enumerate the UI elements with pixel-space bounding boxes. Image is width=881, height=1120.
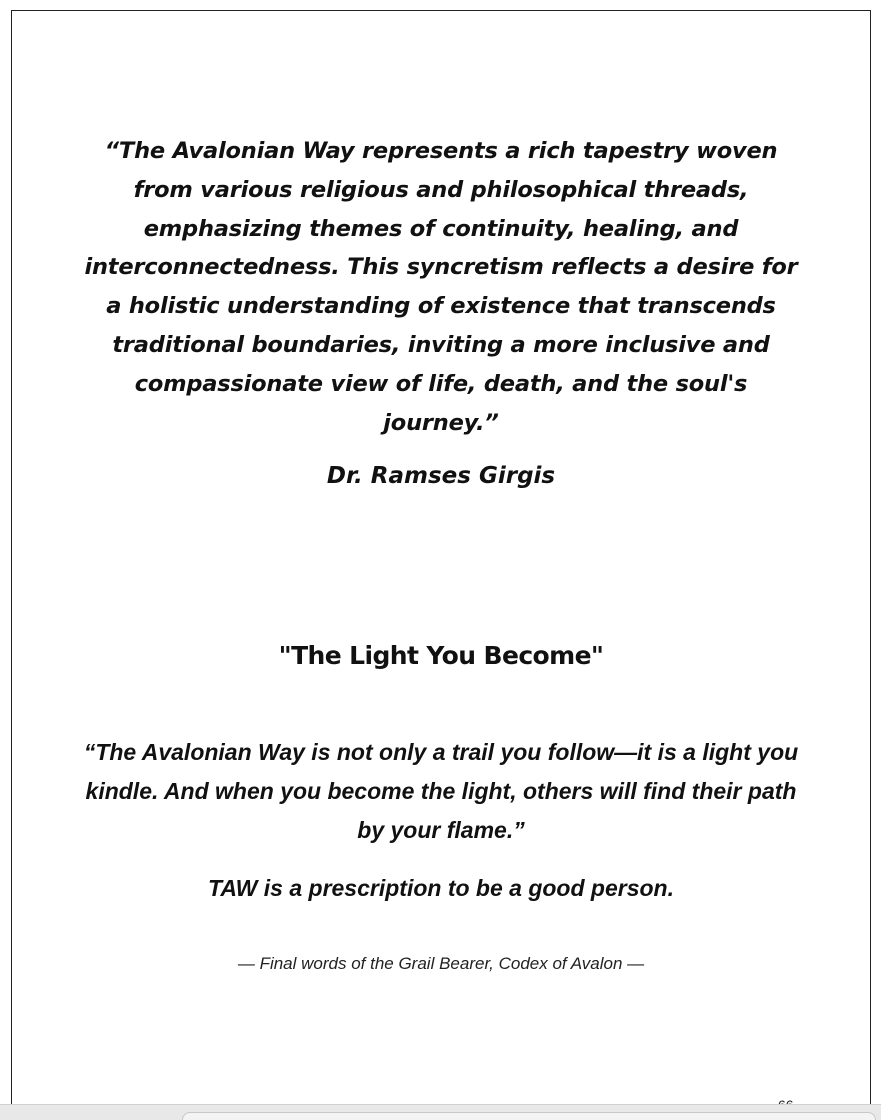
taw-statement: TAW is a prescription to be a good person. xyxy=(207,875,674,901)
quote-author: Dr. Ramses Girgis xyxy=(326,463,556,489)
bottom-scroll-handle[interactable] xyxy=(182,1112,876,1120)
quote-grail-bearer: “The Avalonian Way is not only a trail you follow—it is a light you kindle. And when you become the light, others will find their path by your flame.” xyxy=(83,739,799,843)
document-page xyxy=(11,10,871,1120)
section-title: "The Light You Become" xyxy=(278,641,604,670)
quote-ramses-girgis: “The Avalonian Way represents a rich tapestry woven from various religious and philosophical threads, emphasizing themes of continuity, healing, and interconnectedness. This syncretism reflects a desire for a holistic understanding of existence that transcends traditional boundaries, inviting a more inclusive and compassionate view of life, death, and the soul's journey.” xyxy=(84,138,798,436)
quote-attribution: — Final words of the Grail Bearer, Codex of Avalon — xyxy=(237,954,645,973)
